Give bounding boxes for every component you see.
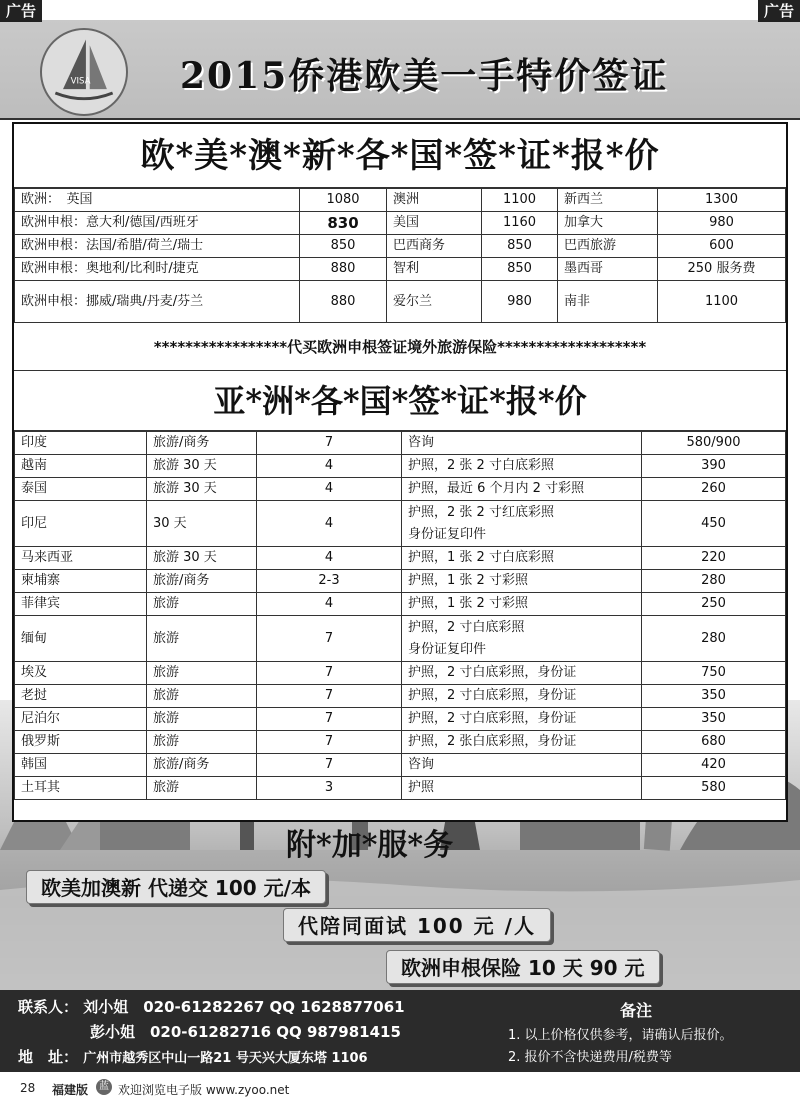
table-cell: 7 [257,432,402,455]
table-cell: 260 [642,478,786,501]
table-cell: 护照，2 寸白底彩照 身份证复印件 [402,616,642,662]
table-cell: 旅游 [147,662,257,685]
table-row [15,685,786,708]
table-cell: 旅游 30 天 [147,478,257,501]
asia-price-table [14,431,786,800]
services-title: 附*加*服*务 [286,828,454,863]
table-cell: 680 [642,731,786,754]
table-row [15,432,786,455]
sailboat-logo-icon [40,28,128,116]
table-cell: 830 [300,212,387,235]
service-item-insurance: 欧洲申根保险 10 天 90 元 [386,950,660,984]
contact-person-1: 刘小姐 020-61282267 QQ 1628877061 [83,998,405,1016]
table-cell: 土耳其 [15,777,147,800]
table-cell: 欧洲： 英国 [15,189,300,212]
note-item: 2. 报价不含快递费用/税费等 [508,1050,672,1065]
europe-section-title: 欧*美*澳*新*各*国*签*证*报*价 [14,124,786,188]
table-cell: 旅游 [147,616,257,662]
table-cell: 7 [257,754,402,777]
table-cell: 280 [642,616,786,662]
table-cell: 旅游/商务 [147,754,257,777]
insurance-notice: *****************代买欧洲申根签证境外旅游保险******************* [14,323,786,371]
table-cell: 俄罗斯 [15,731,147,754]
table-cell: 澳洲 [387,189,482,212]
table-cell: 旅游 [147,708,257,731]
note-item: 1. 以上价格仅供参考，请确认后报价。 [508,1028,733,1043]
table-cell: 护照，2 张白底彩照，身份证 [402,731,642,754]
table-cell: 2-3 [257,570,402,593]
table-cell: 南非 [558,281,658,323]
ad-label-right: 广告 [758,0,800,22]
logo-text: VISA [70,76,91,87]
table-cell: 7 [257,662,402,685]
table-row [15,570,786,593]
address-line [18,1046,368,1067]
table-cell: 旅游/商务 [147,570,257,593]
table-row [15,478,786,501]
table-cell: 220 [642,547,786,570]
contact-line-1 [18,996,405,1017]
table-cell: 墨西哥 [558,258,658,281]
table-cell: 980 [658,212,786,235]
table-cell: 250 [642,593,786,616]
page-number: 28 [20,1081,36,1095]
table-cell: 420 [642,754,786,777]
table-cell: 390 [642,455,786,478]
table-cell: 1160 [482,212,558,235]
table-cell: 泰国 [15,478,147,501]
table-row [15,258,786,281]
table-cell: 旅游 30 天 [147,455,257,478]
asia-section-title: 亚*洲*各*国*签*证*报*价 [14,371,786,431]
table-cell: 1100 [658,281,786,323]
table-cell: 美国 [387,212,482,235]
table-cell: 护照，1 张 2 寸白底彩照 [402,547,642,570]
table-cell: 护照，2 张 2 寸白底彩照 [402,455,642,478]
table-cell: 欧洲申根：挪威/瑞典/丹麦/芬兰 [15,281,300,323]
price-panel [12,122,788,822]
table-cell: 7 [257,685,402,708]
table-cell: 4 [257,593,402,616]
table-cell: 1300 [658,189,786,212]
service-item-interview: 代陪同面试 100 元 /人 [283,908,551,942]
address-text: 广州市越秀区中山一路21 号天兴大厦东塔 1106 [83,1051,368,1066]
table-cell: 4 [257,455,402,478]
table-cell: 280 [642,570,786,593]
table-cell: 350 [642,685,786,708]
table-cell: 750 [642,662,786,685]
table-cell: 欧洲申根：意大利/德国/西班牙 [15,212,300,235]
table-cell: 护照，2 寸白底彩照，身份证 [402,685,642,708]
table-cell: 旅游 [147,685,257,708]
table-cell: 850 [482,258,558,281]
badge-icon: 蓝 [96,1079,112,1095]
europe-price-table [14,188,786,323]
contact-label: 联系人： [18,998,79,1016]
footer-link[interactable]: 欢迎浏览电子版 www.zyoo.net [118,1083,290,1097]
table-row [15,547,786,570]
table-cell: 250 服务费 [658,258,786,281]
table-row [15,501,786,547]
table-cell: 缅甸 [15,616,147,662]
table-row [15,212,786,235]
table-cell: 3 [257,777,402,800]
table-cell: 巴西旅游 [558,235,658,258]
table-cell: 旅游/商务 [147,432,257,455]
table-cell: 600 [658,235,786,258]
table-cell: 1100 [482,189,558,212]
table-row [15,235,786,258]
table-cell: 850 [300,235,387,258]
table-cell: 旅游 [147,777,257,800]
table-cell: 尼泊尔 [15,708,147,731]
table-cell: 4 [257,547,402,570]
notes-title: 备注 [620,1001,653,1020]
table-cell: 加拿大 [558,212,658,235]
table-cell: 旅游 [147,731,257,754]
page-title: 2015侨港欧美一手特价签证 [180,55,669,97]
table-cell: 450 [642,501,786,547]
service-item-delivery: 欧美加澳新 代递交 100 元/本 [26,870,326,904]
table-cell: 咨询 [402,754,642,777]
table-cell: 护照，1 张 2 寸彩照 [402,593,642,616]
table-cell: 30 天 [147,501,257,547]
table-cell: 护照，2 寸白底彩照，身份证 [402,662,642,685]
table-cell: 越南 [15,455,147,478]
table-cell: 菲律宾 [15,593,147,616]
address-label: 地 址： [18,1048,79,1066]
table-cell: 咨询 [402,432,642,455]
table-cell: 护照，最近 6 个月内 2 寸彩照 [402,478,642,501]
table-cell: 印度 [15,432,147,455]
table-row [15,616,786,662]
table-cell: 4 [257,478,402,501]
table-cell: 护照，2 张 2 寸红底彩照 身份证复印件 [402,501,642,547]
table-cell: 智利 [387,258,482,281]
table-row [15,731,786,754]
table-cell: 护照，1 张 2 寸彩照 [402,570,642,593]
table-cell: 护照 [402,777,642,800]
table-row [15,593,786,616]
table-cell: 旅游 30 天 [147,547,257,570]
contact-bar [0,990,800,1072]
edition-label: 福建版 [52,1083,89,1097]
table-cell: 350 [642,708,786,731]
table-cell: 印尼 [15,501,147,547]
table-cell: 880 [300,281,387,323]
table-cell: 护照，2 寸白底彩照，身份证 [402,708,642,731]
table-cell: 爱尔兰 [387,281,482,323]
table-row [15,708,786,731]
table-row [15,777,786,800]
table-row [15,754,786,777]
contact-person-2: 彭小姐 020-61282716 QQ 987981415 [90,1023,401,1041]
table-cell: 柬埔寨 [15,570,147,593]
table-row [15,662,786,685]
table-cell: 新西兰 [558,189,658,212]
table-cell: 韩国 [15,754,147,777]
table-cell: 7 [257,708,402,731]
table-cell: 埃及 [15,662,147,685]
table-cell: 7 [257,616,402,662]
table-cell: 980 [482,281,558,323]
page-footer [0,1076,800,1100]
table-cell: 580/900 [642,432,786,455]
table-row [15,455,786,478]
table-row [15,189,786,212]
table-cell: 马来西亚 [15,547,147,570]
table-cell: 7 [257,731,402,754]
table-cell: 850 [482,235,558,258]
table-cell: 欧洲申根：奥地利/比利时/捷克 [15,258,300,281]
table-cell: 旅游 [147,593,257,616]
table-cell: 欧洲申根：法国/希腊/荷兰/瑞士 [15,235,300,258]
table-cell: 580 [642,777,786,800]
table-cell: 巴西商务 [387,235,482,258]
table-cell: 880 [300,258,387,281]
table-cell: 1080 [300,189,387,212]
header-banner [0,20,800,120]
table-row [15,281,786,323]
table-cell: 老挝 [15,685,147,708]
ad-label-left: 广告 [0,0,42,22]
table-cell: 4 [257,501,402,547]
